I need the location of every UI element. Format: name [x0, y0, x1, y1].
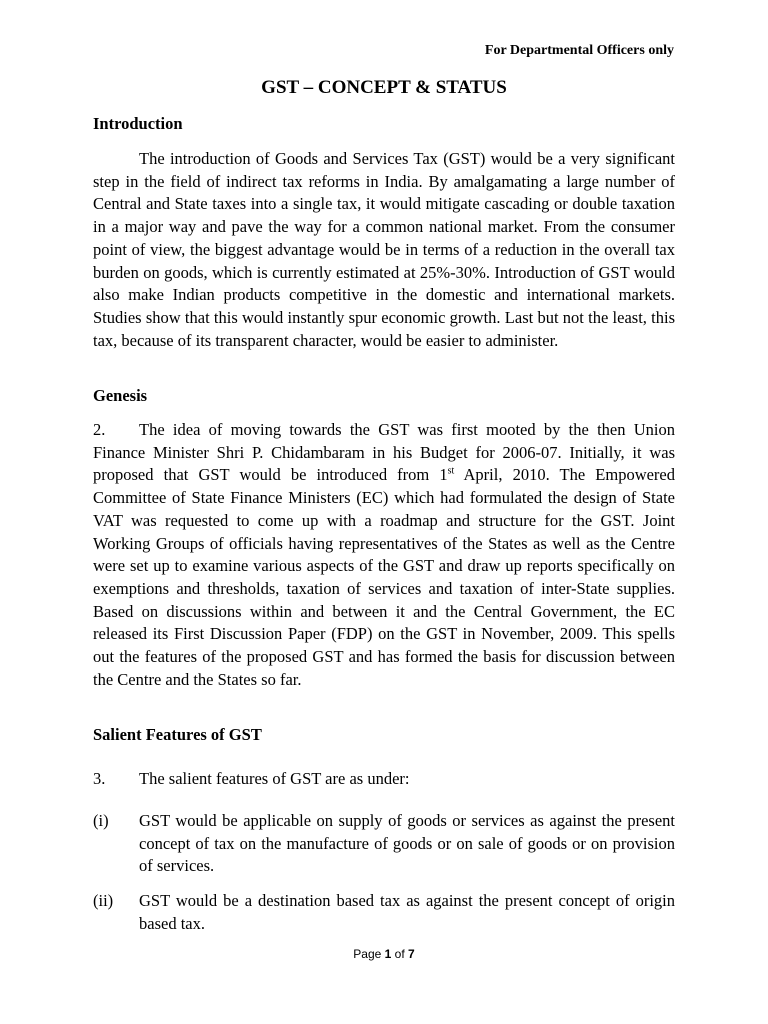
- document-title: GST – CONCEPT & STATUS: [261, 77, 507, 98]
- salient-intro-paragraph: [93, 768, 675, 791]
- introduction-heading: Introduction: [93, 114, 183, 133]
- paragraph-number: 2.: [93, 420, 106, 439]
- page-of: of: [391, 947, 409, 961]
- list-item: [93, 810, 675, 878]
- page-prefix: Page: [353, 947, 385, 961]
- list-item-text: GST would be a destination based tax as against the present concept of origin based tax.: [139, 891, 675, 933]
- ordinal-suffix: st: [447, 465, 455, 477]
- introduction-text: The introduction of Goods and Services Tax (GST) would be a very significant step in the field of indirect tax reforms in India. By amalgamating a large number of Central and State taxes into a single tax, it would mitigate cascading or double taxation in a major way and pave the way for a common national market. From the consumer point of view, the biggest advantage would be in terms of a reduction in the overall tax burden on goods, which is currently estimated at 25%-30%. Introduction of GST would also make Indian products competitive in the domestic and international markets. Studies show that this would instantly spur economic growth. Last but not the least, this tax, because of its transparent character, would be easier to administer.: [93, 149, 675, 350]
- page-number-footer: [0, 947, 768, 961]
- list-item-label: (ii): [93, 891, 114, 910]
- genesis-paragraph: [93, 419, 675, 691]
- genesis-text-part1: The idea of moving towards the GST was first mooted by the then Union Finance Minister Shri P. Chidambaram in his Budget for 2006-07. Initially, it was proposed that GST would be introduced from 1: [93, 420, 675, 485]
- list-item-text: GST would be applicable on supply of goods or services as against the present concept of tax on the manufacture of goods or on sale of goods or on provision of services.: [139, 811, 675, 876]
- genesis-text-part2: April, 2010. The Empowered Committee of State Finance Ministers (EC) which had formulated the design of State VAT was requested to come up with a roadmap and structure for the GST. Joint Working Groups of officials having representatives of the States as well as the Centre were set up to examine various aspects of the GST and draw up reports specifically on exemptions and thresholds, taxation of services and taxation of inter-State supplies. Based on discussions within and between it and the Central Government, the EC released its First Discussion Paper (FDP) on the GST in November, 2009. This spells out the features of the proposed GST and has formed the basis for discussion between the Centre and the States so far.: [93, 465, 676, 689]
- salient-intro-text: The salient features of GST are as under:: [139, 769, 410, 788]
- genesis-heading: Genesis: [93, 386, 148, 405]
- list-item: [93, 890, 675, 935]
- total-pages: 7: [408, 947, 415, 961]
- list-item-label: (i): [93, 811, 109, 830]
- introduction-paragraph: [93, 148, 675, 352]
- paragraph-number: 3.: [93, 769, 106, 788]
- salient-features-heading: Salient Features of GST: [93, 725, 262, 744]
- header-note: For Departmental Officers only: [484, 43, 674, 58]
- current-page-number: 1: [384, 947, 392, 961]
